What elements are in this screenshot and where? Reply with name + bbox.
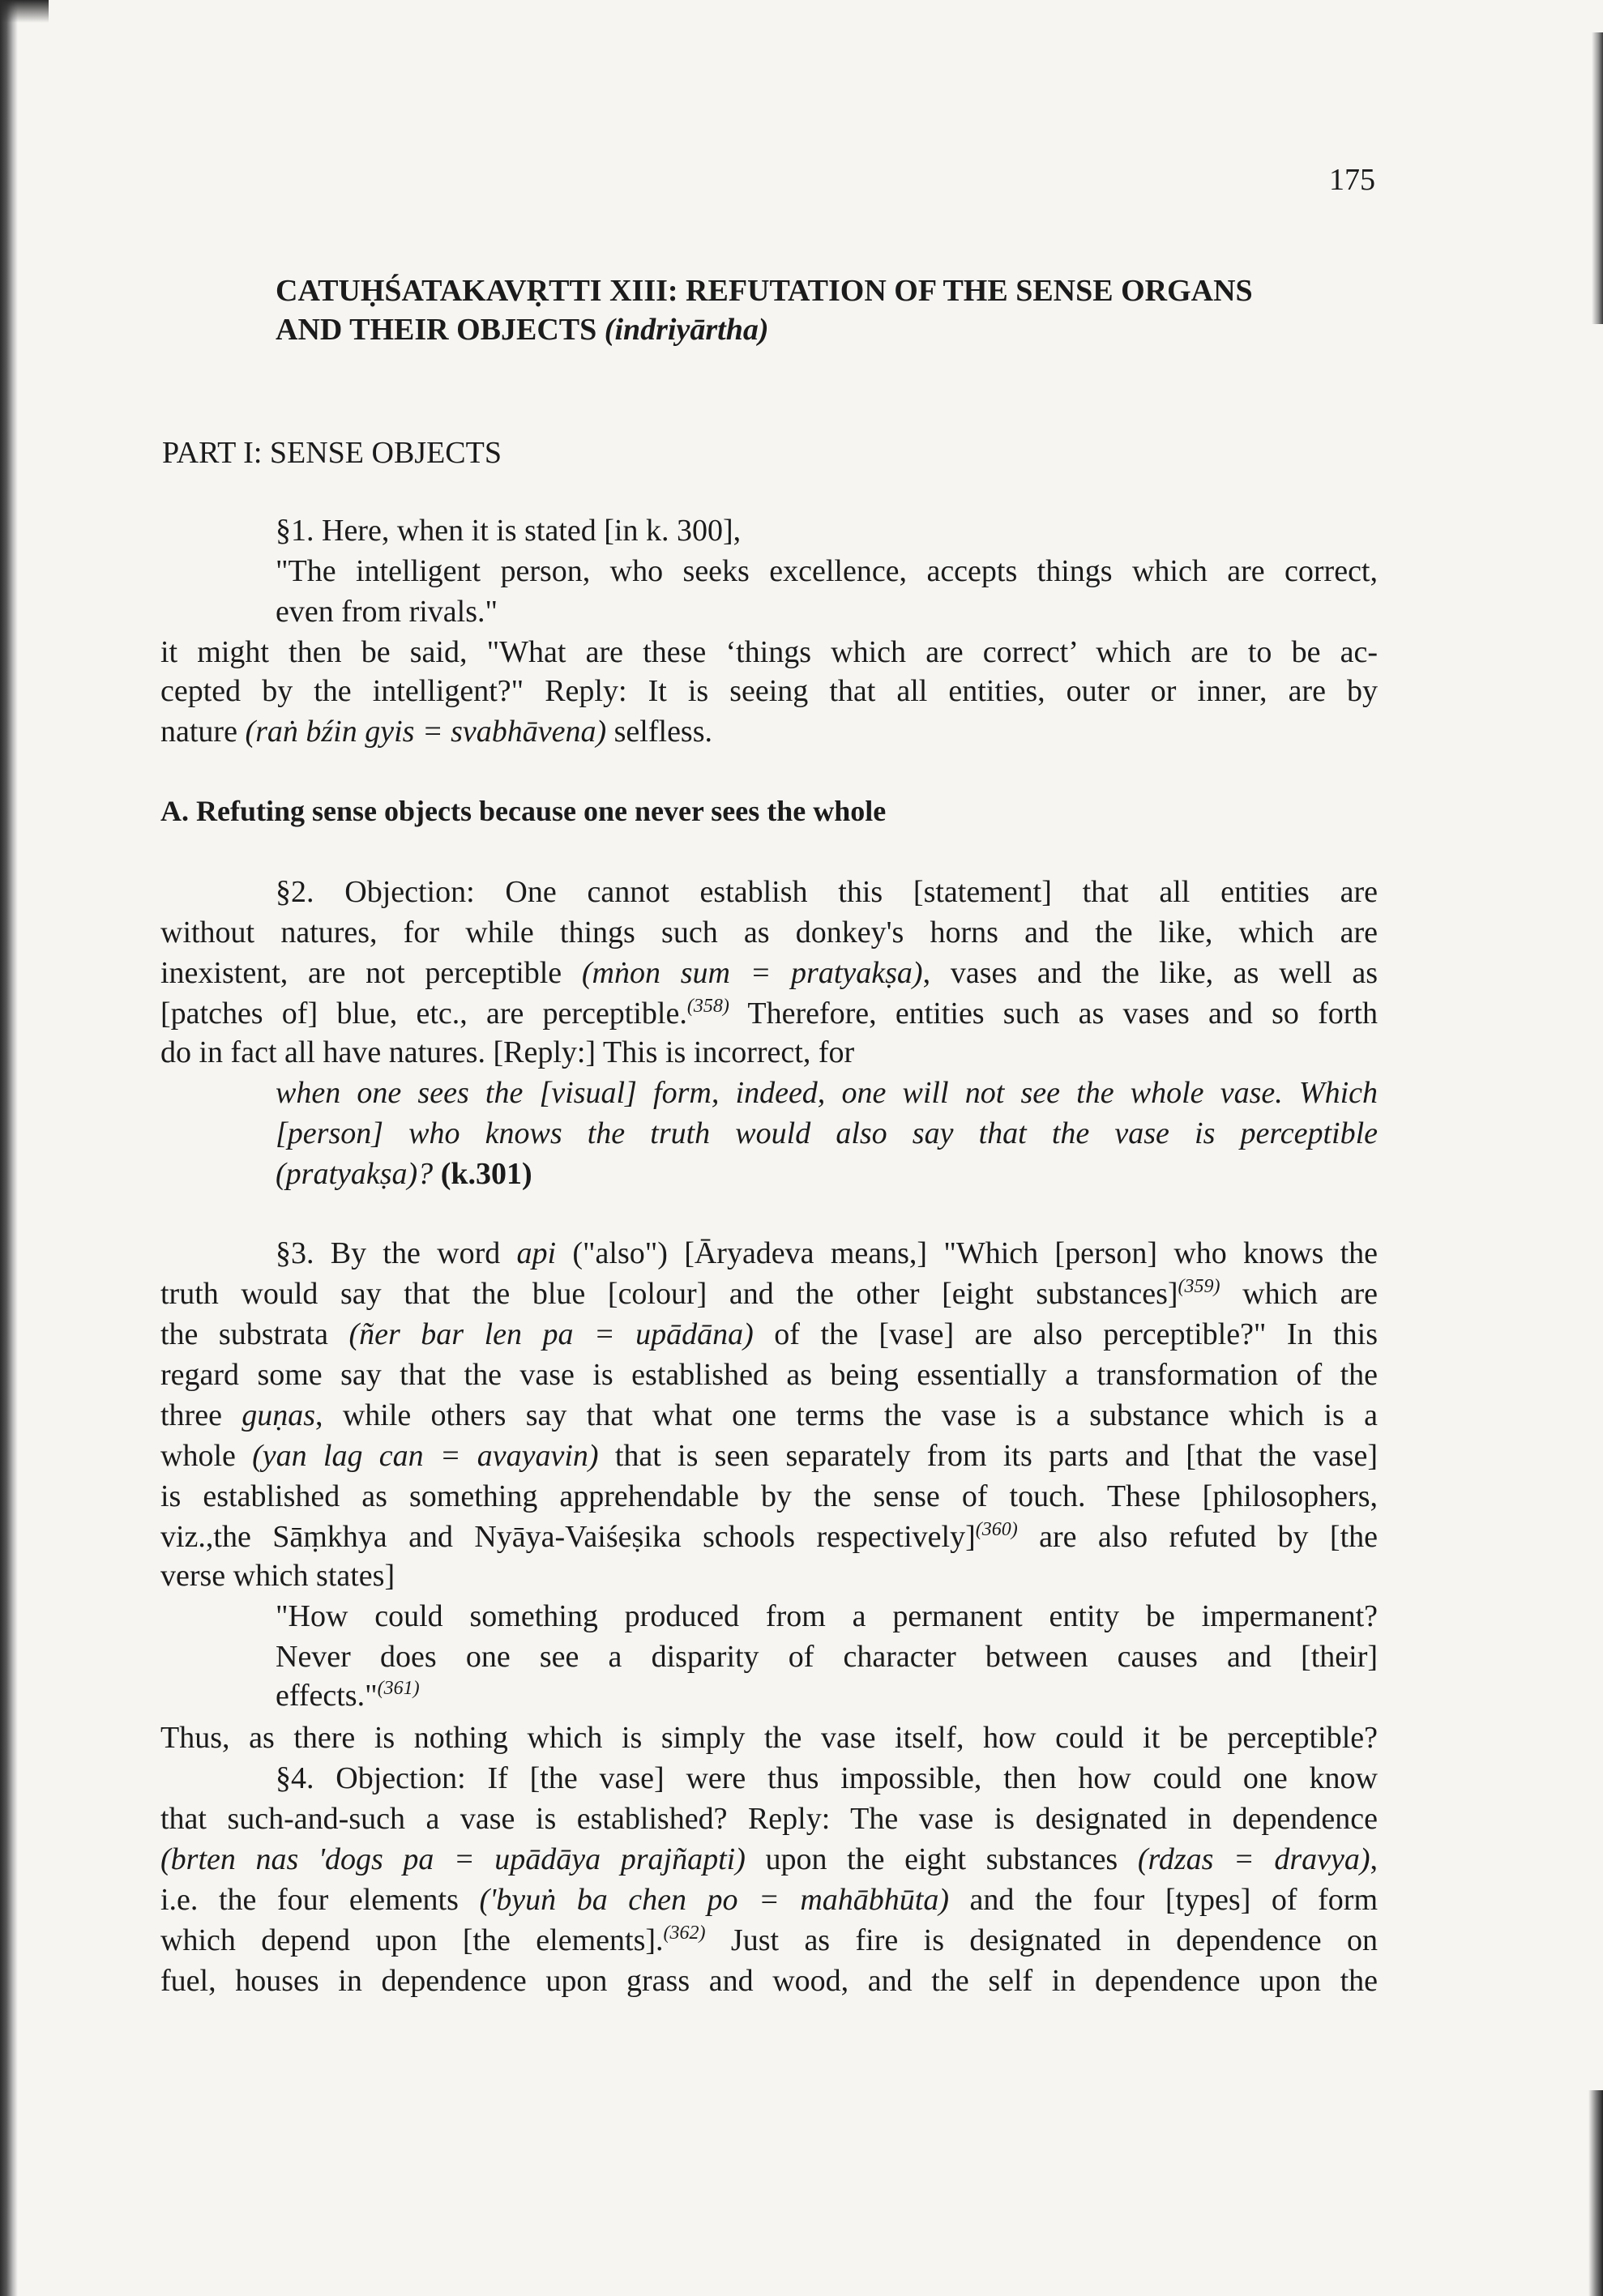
s3-line-2 [160,1275,1378,1312]
s4-line-5-a: which depend upon [the elements]. [160,1923,664,1957]
verse-301-line-3-text: (pratyakṣa)? [276,1157,434,1191]
s3-quote-line-2: Never does one see a disparity of character between causes and [their] [276,1640,1378,1674]
s2-line-3 [160,954,1378,992]
s2-line-4-b: Therefore, entities such as vases and so forth [729,996,1378,1031]
footnote-ref-360: (360) [975,1519,1018,1540]
section-a-heading: A. Refuting sense objects because one never sees the whole [160,795,887,827]
s3-line-2-b: which are [1220,1277,1378,1311]
page-number: 175 [1329,163,1375,197]
s4-line-3-term-1: (brten nas 'dogs pa = upādāya prajñapti) [160,1842,746,1876]
s4-line-4-a: i.e. the four elements [160,1883,480,1917]
s3-line-1 [276,1235,1378,1272]
s4-line-1: §4. Objection: If [the vase] were thus impossible, then how could one know [276,1761,1378,1795]
s4-line-3-b: , [1370,1842,1378,1876]
s3-line-1-term: api [516,1236,557,1270]
s3-line-1-b: ("also") [Āryadeva means,] "Which [person] who knows the [556,1236,1378,1270]
s4-line-5-b: Just as fire is designated in dependence on [705,1923,1378,1957]
s2-line-3-term: (mṅon sum = pratyakṣa) [581,956,923,990]
s4-line-3 [160,1841,1378,1878]
s3-line-3-a: the substrata [160,1317,349,1351]
s3-quote-line-3 [276,1677,420,1714]
footnote-ref-359: (359) [1178,1276,1220,1297]
s1-line-6-a: nature [160,715,246,749]
s3-line-4: regard some say that the vase is established as being essentially a transformation of the [160,1358,1378,1392]
scan-shadow-right-top [1592,32,1603,324]
s2-line-2: without natures, for while things such as donkey's horns and the like, which are [160,915,1378,950]
s3-line-8-a: viz.,the Sāṃkhya and Nyāya-Vaiśeṣika schools respectively] [160,1520,976,1554]
s3-line-5-term: guṇas [242,1398,316,1432]
verse-301-line-2-text: [person] who knows the truth would also say that the vase is perceptible [276,1116,1378,1150]
s3-line-5-b: , while others say that what one terms the vase is a substance which is a [315,1398,1378,1432]
s3-quote-line-3-text: effects." [276,1679,378,1713]
verse-301-line-1-text: when one sees the [visual] form, indeed, one will not see the whole vase. Which [276,1076,1378,1110]
s4-line-4-b: and the four [types] of form [948,1883,1379,1917]
s3-line-3 [160,1316,1378,1353]
s4-line-5 [160,1922,1378,1959]
chapter-title-line-2-text: AND THEIR OBJECTS [276,313,605,347]
s2-line-3-a: inexistent, are not perceptible [160,956,582,990]
s4-line-4-term: ('byuṅ ba chen po = mahābhūta) [479,1883,949,1917]
s1-line-1: §1. Here, when it is stated [in k. 300], [276,514,742,548]
s3-line-6-a: whole [160,1439,253,1473]
s1-quote-line-1: "The intelligent person, who seeks excellence, accepts things which are correct, [276,554,1378,588]
s3-line-5 [160,1397,1378,1434]
s3-line-6-term: (yan lag can = avayavin) [252,1439,599,1473]
s3-line-5-a: three [160,1398,242,1432]
s4-line-4 [160,1881,1378,1918]
footnote-ref-362: (362) [663,1923,706,1944]
chapter-title-sanskrit: (indriyārtha) [604,313,769,347]
s2-line-5: do in fact all have natures. [Reply:] This is incorrect, for [160,1035,855,1069]
s1-quote-line-2: even from rivals." [276,595,498,629]
s1-line-6-b: selfless. [606,715,713,749]
s4-line-3-term-2: (rdzas = dravya) [1137,1842,1370,1876]
s3-line-7: is established as something apprehendable by the sense of touch. These [philosophers, [160,1479,1378,1513]
footnote-ref-358: (358) [686,996,729,1017]
scan-shadow-top [0,0,49,23]
s3-line-1-a: §3. By the word [276,1236,517,1270]
s4-line-6: fuel, houses in dependence upon grass and wood, and the self in dependence upon the [160,1964,1378,1998]
scan-shadow-left [0,0,18,2296]
s3-line-3-b: of the [vase] are also perceptible?" In this [753,1317,1378,1351]
verse-301-line-3 [276,1155,532,1193]
chapter-title-line-2 [276,311,769,348]
s3-line-9: verse which states] [160,1559,395,1593]
scan-shadow-right-bottom [1588,2090,1603,2296]
s3-line-10: Thus, as there is nothing which is simply the vase itself, how could it be perceptible? [160,1721,1378,1755]
chapter-title-line-1: CATUḤŚATAKAVṚTTI XIII: REFUTATION OF THE SENSE ORGANS [276,274,1253,308]
footnote-ref-361: (361) [377,1678,420,1699]
s4-line-3-a: upon the eight substances [745,1842,1138,1876]
part-heading: PART I: SENSE OBJECTS [162,436,502,470]
s2-line-1: §2. Objection: One cannot establish this [statement] that all entities are [276,875,1378,909]
s3-line-6 [160,1437,1378,1474]
s1-line-6 [160,713,712,750]
s1-line-4: it might then be said, "What are these ‘things which are correct’ which are to be ac- [160,635,1378,669]
s3-line-8-b: are also refuted by [the [1017,1520,1378,1554]
s3-line-2-a: truth would say that the blue [colour] and the other [eight substances] [160,1277,1178,1311]
s2-line-4 [160,995,1378,1032]
s3-line-3-term: (ñer bar len pa = upādāna) [348,1317,754,1351]
s2-line-4-a: [patches of] blue, etc., are perceptible. [160,996,687,1031]
verse-ref-k301: (k.301) [433,1157,532,1191]
s1-line-6-term: (raṅ bźin gyis = svabhāvena) [245,715,607,749]
s2-line-3-b: , vases and the like, as well as [922,956,1378,990]
s3-line-6-b: that is seen separately from its parts and [that the vase] [598,1439,1378,1473]
s3-line-8 [160,1518,1378,1556]
s4-line-2: that such-and-such a vase is established? Reply: The vase is designated in dependence [160,1802,1378,1836]
verse-301-line-2 [276,1115,1378,1152]
s3-quote-line-1: "How could something produced from a permanent entity be impermanent? [276,1599,1378,1633]
s1-line-5: cepted by the intelligent?" Reply: It is seeing that all entities, outer or inner, are by [160,674,1378,708]
verse-301-line-1 [276,1074,1378,1112]
